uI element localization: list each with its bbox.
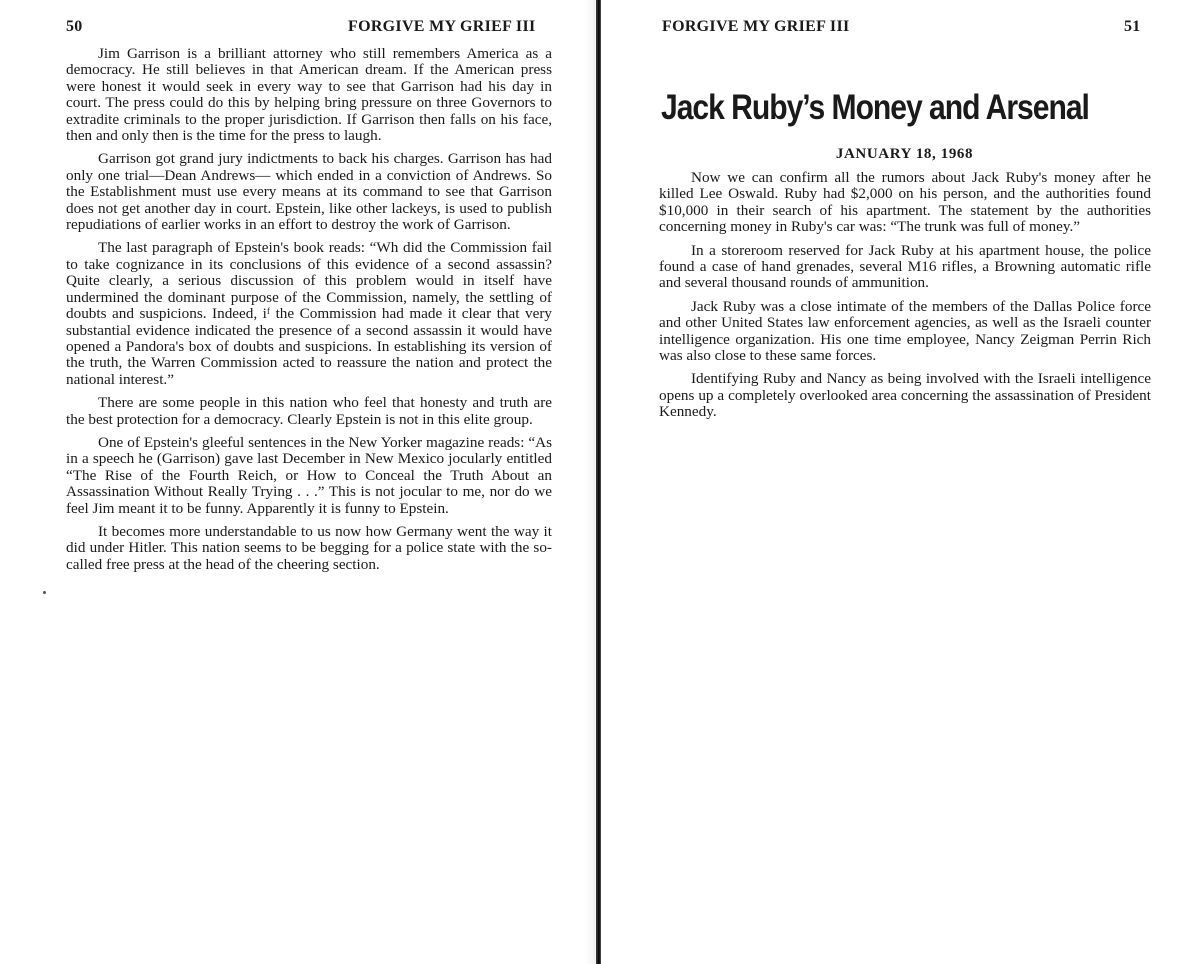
- paragraph: Now we can confirm all the rumors about Jack Ruby's money after he killed Lee Oswald. Ruby had $2,000 on his person, and the authorities found $10,000 in their search of his apartment. The statement by the authorities concerning money in Ruby's car was: “The trunk was full of money.”: [659, 169, 1151, 236]
- chapter-date: JANUARY 18, 1968: [835, 146, 974, 162]
- running-title: FORGIVE MY GRIEF III: [662, 18, 850, 35]
- paragraph: Jack Ruby was a close intimate of the members of the Dallas Police force and other United States law enforcement agencies, as well as the Israeli counter intelligence organization. His one time employee, Nancy Zeigman Perrin Rich was also close to these same forces.: [659, 297, 1151, 365]
- scan-speck: [43, 591, 46, 594]
- paragraph: Garrison got grand jury indictments to back his charges. Garrison has had only one trial—Dean Andrews— which ended in a conviction of Andrews. So the Establishment must use every means at its command to see that Garrison does not get another day in court. Epstein, like other lackeys, is used to publish repudiations of earlier works in an effort to destroy the work of Garrison.: [66, 150, 552, 234]
- paragraph: It becomes more understandable to us now how Germany went the way it did under Hitler. This nation seems to be begging for a police state with the so-called free press at the head of the cheering section.: [66, 522, 552, 573]
- paragraph: There are some people in this nation who feel that honesty and truth are the best protection for a democracy. Clearly Epstein is not in this elite group.: [66, 394, 552, 428]
- page-number: 50: [66, 18, 83, 35]
- chapter-title: Jack Ruby’s Money and Arsenal: [661, 88, 1089, 127]
- body-text: [66, 46, 552, 580]
- paragraph: Identifying Ruby and Nancy as being involved with the Israeli intelligence opens up a completely overlooked area concerning the assassination of President Kennedy.: [659, 370, 1151, 421]
- paragraph: Jim Garrison is a brilliant attorney who still remembers America as a democracy. He still believes in that American dream. If the American press were honest it would seek in every way to see that Garrison had his day in court. The press could do this by helping bring pressure on three Governors to extradite criminals to the proper jurisdiction. If Garrison then falls on his face, then and only then is the time for the press to laugh.: [66, 45, 552, 145]
- paragraph: The last paragraph of Epstein's book reads: “Wh did the Commission fail to take cognizance in its conclusions of this evidence of a second assassin? Quite clearly, a serious discussion of this problem would in itself have undermined the dominant purpose of the Commission, namely, the settling of doubts and suspicions. Indeed, iᶠ the Commission had made it clear that very substantial evidence indicated the presence of a second assassin it would have opened a Pandora's box of doubts and suspicions. In establishing its version of the truth, the Warren Commission acted to reassure the nation and protect the national interest.”: [66, 239, 552, 388]
- paragraph: One of Epstein's gleeful sentences in the New Yorker magazine reads: “As in a speech he (Garrison) gave last December in New Mexico jocularly entitled “The Rise of the Fourth Reich, or How to Conceal the Truth About an Assassination Without Really Trying . . .” This is not jocular to me, nor do we feel Jim meant it to be funny. Apparently it is funny to Epstein.: [66, 433, 552, 517]
- page-number: 51: [1124, 18, 1141, 35]
- running-title: FORGIVE MY GRIEF III: [348, 18, 536, 35]
- body-text: [659, 170, 1151, 428]
- book-gutter: [596, 0, 601, 964]
- paragraph: In a storeroom reserved for Jack Ruby at his apartment house, the police found a case of hand grenades, several M16 rifles, a Browning automatic rifle and several thousand rounds of ammunition.: [659, 241, 1151, 292]
- right-page: [603, 0, 1200, 964]
